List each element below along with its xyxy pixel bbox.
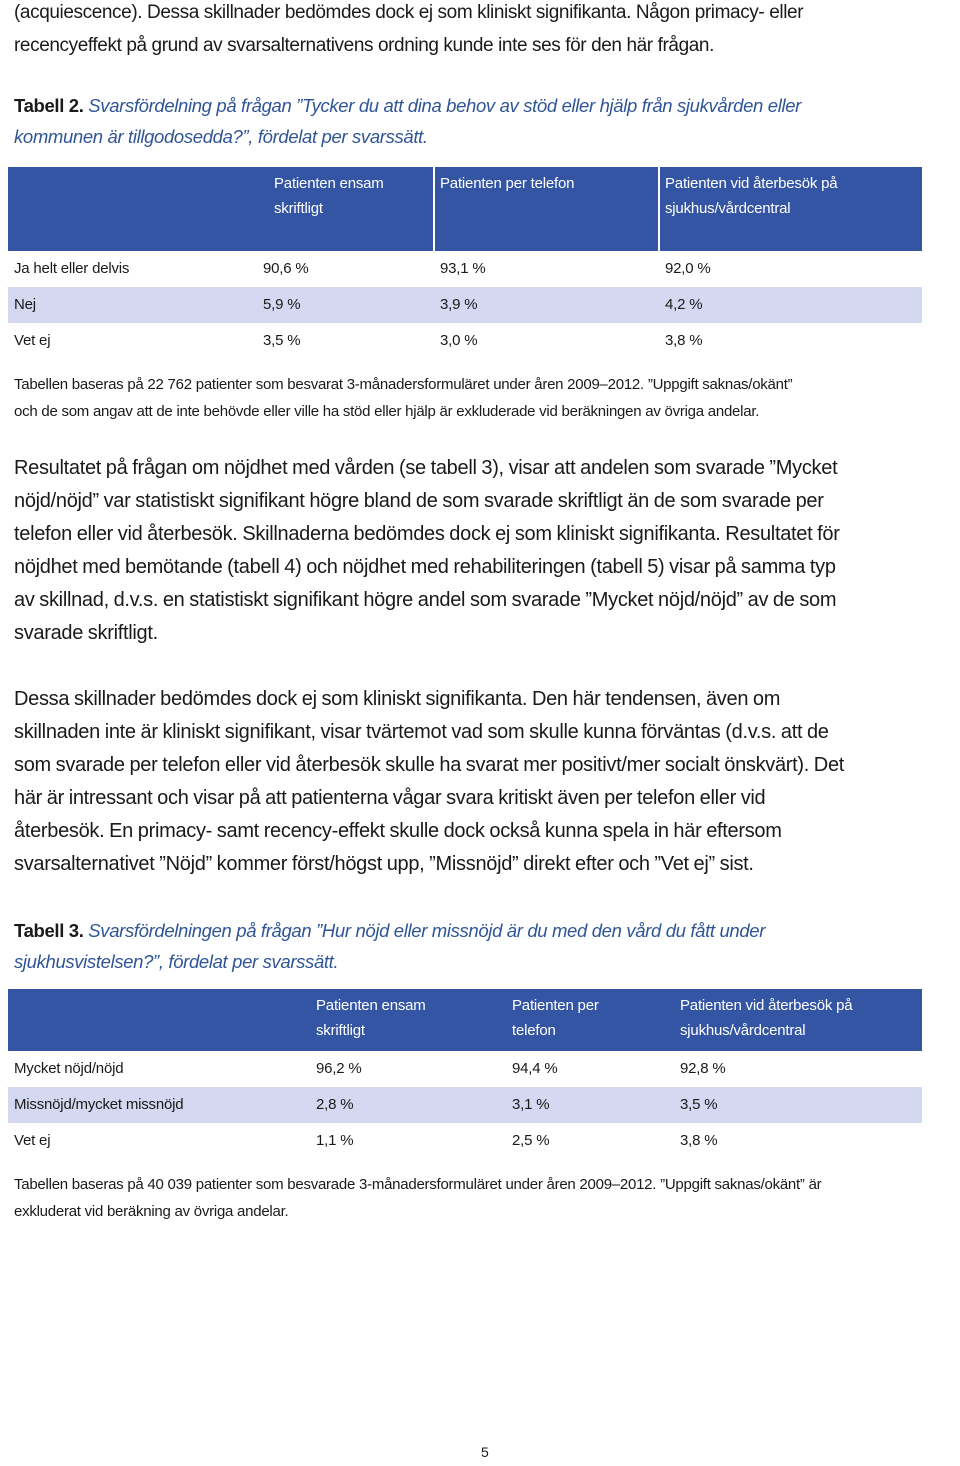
table3-note [14,1171,821,1225]
table2-header-col1: Patienten ensam skriftligt [261,167,433,251]
table3-header-col1: Patienten ensam skriftligt [304,989,502,1051]
table3-header-empty [8,989,304,1051]
table2-caption-text: Svarsfördelning på frågan ”Tycker du att dina behov av stöd eller hjälp från sjukvården eller [83,95,801,116]
paragraph-line: Dessa skillnader bedömdes dock ej som kliniskt signifikanta. Den här tendensen, även om [14,688,781,710]
table-row [8,1087,922,1123]
table-cell: 3,5 % [263,332,301,349]
table3-caption-label: Tabell 3. [14,920,84,941]
paragraph-line: svarsalternativet ”Nöjd” kommer först/högst upp, ”Missnöjd” direkt efter och ”Vet ej” sist. [14,853,754,875]
paragraph-line: som svarade per telefon eller vid återbesök skulle ha svarat mer positivt/mer socialt önskvärt). Det [14,754,845,776]
table-cell: Missnöjd/mycket missnöjd [8,1087,304,1123]
table-cell: 3,1 % [502,1087,670,1123]
table-cell: 3,9 % [433,287,658,323]
table2-header-empty [8,167,261,251]
intro-line: recencyeffekt på grund av svarsalternativens ordning kunde inte ses för den här frågan. [14,35,714,56]
table-cell: 92,0 % [665,260,711,277]
table3-header-col2: Patienten per telefon [502,989,670,1051]
paragraph-line: nöjd/nöjd” var statistiskt signifikant högre bland de som svarade skriftligt än de som svarade per [14,490,824,512]
table-cell: 4,2 % [658,287,922,323]
table-cell: 3,8 % [680,1132,718,1149]
intro-text [14,0,803,62]
table-row [8,323,922,359]
table-cell: 1,1 % [316,1132,354,1149]
paragraph-line: nöjdhet med bemötande (tabell 4) och nöjdhet med rehabiliteringen (tabell 5) visar på samma typ [14,556,836,578]
table-cell: 3,8 % [665,332,703,349]
paragraph-line: av skillnad, d.v.s. en statistiskt signifikant högre andel som svarade ”Mycket nöjd/nöjd” av de som [14,589,837,611]
table3-caption-text: Svarsfördelningen på frågan ”Hur nöjd eller missnöjd är du med den vård du fått under [83,920,766,941]
table2-header-col2: Patienten per telefon [433,167,658,251]
page-number: 5 [481,1444,489,1460]
table2-caption-text-2: kommunen är tillgodosedda?”, fördelat per svarssätt. [14,126,428,147]
paragraph-line: här är intressant och visar på att patienterna vågar svara kritiskt även per telefon eller vid [14,787,766,809]
table-cell: 2,5 % [512,1132,550,1149]
table-cell: 92,8 % [680,1060,726,1077]
paragraph-line: svarade skriftligt. [14,622,158,644]
table-cell: 93,1 % [440,260,486,277]
table-cell: Ja helt eller delvis [14,260,130,277]
paragraph-line: skillnaden inte är kliniskt signifikant, visar tvärtemot vad som skulle kunna förväntas (d.v.s. att de [14,721,829,743]
table-row [8,1051,922,1087]
table-cell: 3,0 % [440,332,478,349]
paragraph-2 [14,683,844,881]
table2-note-line: och de som angav att de inte behövde eller ville ha stöd eller hjälp är exkluderade vid beräkningen av övriga andelar. [14,403,760,420]
paragraph-line: Resultatet på frågan om nöjdhet med vården (se tabell 3), visar att andelen som svarade ”Mycket [14,457,838,479]
table3-caption-text-2: sjukhusvistelsen?”, fördelat per svarssätt. [14,951,339,972]
table-cell: 3,5 % [670,1087,922,1123]
table-cell: 94,4 % [512,1060,558,1077]
table-cell: Vet ej [14,332,51,349]
table-row [8,1123,922,1159]
paragraph-line: återbesök. En primacy- samt recency-effekt skulle dock också kunna spela in här eftersom [14,820,782,842]
table2-caption-label: Tabell 2. [14,95,84,116]
paragraph-line: telefon eller vid återbesök. Skillnaderna bedömdes dock ej som kliniskt signifikanta. Resultatet för [14,523,840,545]
table3 [8,989,922,1159]
table3-note-line: exkluderat vid beräkning av övriga andelar. [14,1203,289,1220]
table-row [8,287,922,323]
table-cell: Mycket nöjd/nöjd [14,1060,124,1077]
table2 [8,167,922,359]
table-cell: Vet ej [14,1132,51,1149]
table3-header-col3: Patienten vid återbesök på sjukhus/vårdcentral [670,989,922,1051]
table-cell: 5,9 % [261,287,433,323]
table-cell: 96,2 % [316,1060,362,1077]
table2-note [14,371,792,425]
table-cell: 2,8 % [304,1087,502,1123]
table2-header-col3: Patienten vid återbesök på sjukhus/vårdcentral [658,167,922,251]
table3-caption [14,915,765,977]
table2-caption [14,90,801,152]
intro-line: (acquiescence). Dessa skillnader bedömdes dock ej som kliniskt signifikanta. Någon primacy- eller [14,2,804,23]
table2-note-line: Tabellen baseras på 22 762 patienter som besvarat 3-månadersformuläret under åren 2009–2012. ”Uppgift saknas/okänt” [14,376,793,393]
table3-note-line: Tabellen baseras på 40 039 patienter som besvarade 3-månadersformuläret under åren 2009–2012. ”Uppgift saknas/okänt” är [14,1176,822,1193]
paragraph-1 [14,452,840,650]
table-cell: 90,6 % [263,260,309,277]
table-cell: Nej [8,287,261,323]
table-row [8,251,922,287]
